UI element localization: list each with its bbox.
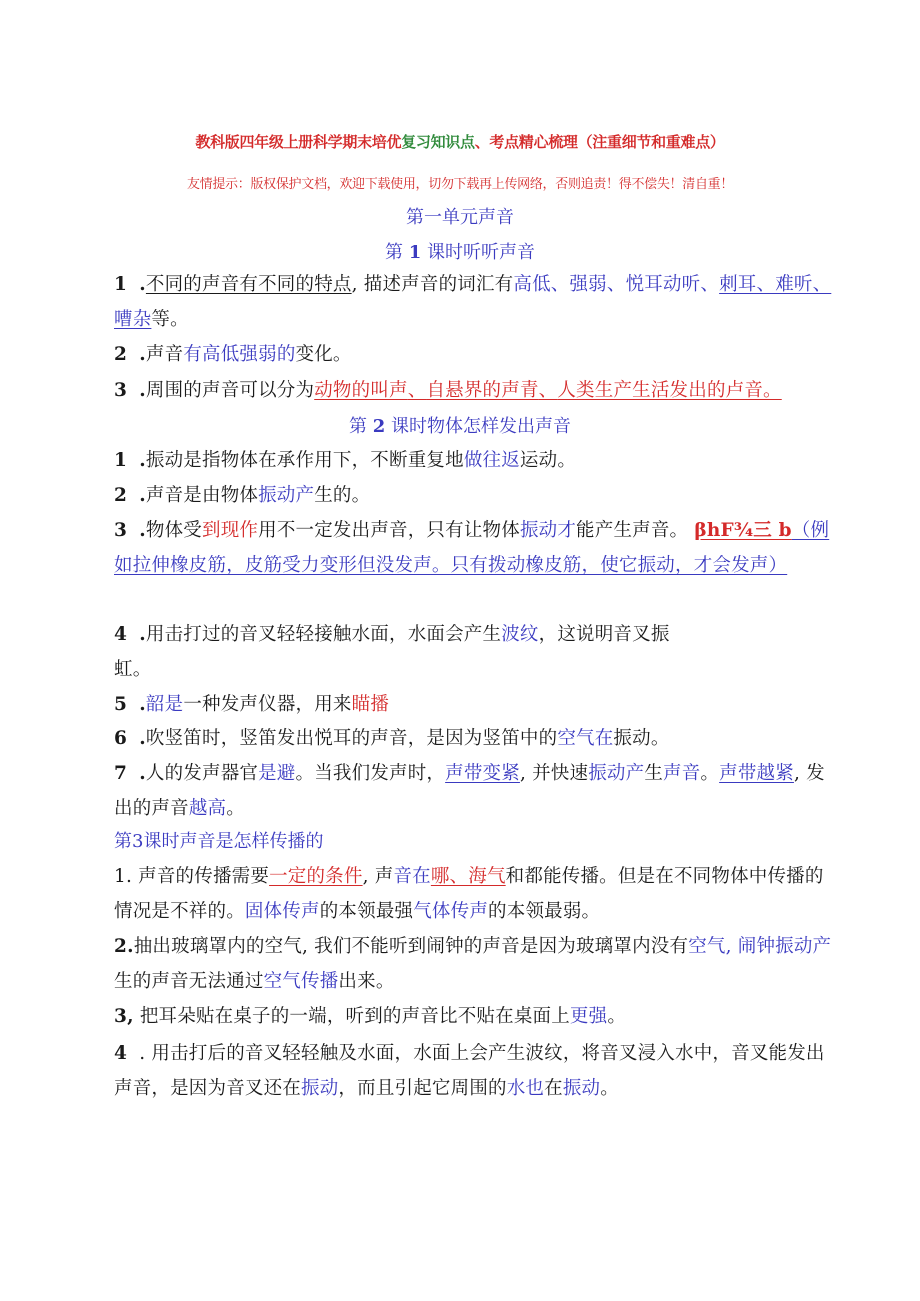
document-title <box>0 131 920 152</box>
text-run: 。 <box>700 763 720 784</box>
text-run: 空气 <box>688 936 726 957</box>
text-run: . <box>139 763 146 784</box>
text-run: 波纹 <box>501 624 539 645</box>
lesson1-item-1 <box>114 267 836 337</box>
text-run: 7 <box>114 763 128 784</box>
notice-text: 友情提示：版权保护文档，欢迎下载使用，切勿下载再上传网络，否则追责！得不偿失！清自重！ <box>186 177 734 192</box>
text-run: 吹竖笛时，竖笛发出悦耳的声音，是因为竖笛中的 <box>145 728 558 749</box>
text-run: βhF¾三 b <box>694 520 792 541</box>
text-run: 生 <box>644 763 664 784</box>
text-run: 用击打过的音叉轻轻接触水面，水面会产生 <box>145 624 502 645</box>
lesson2-item-4 <box>114 617 836 687</box>
text-run: 在 <box>544 1078 563 1099</box>
copyright-notice <box>0 173 920 192</box>
unit-title: 第一单元声音 <box>406 207 514 228</box>
lesson2-item-2 <box>114 478 836 513</box>
text-run: 1 <box>408 242 422 263</box>
text-run: 一种发声仪器，用来 <box>183 694 352 715</box>
title-part-1: 教科版四年级上册科学期末培优 <box>195 133 402 151</box>
text-run: 人类生产生活发出的卢音。 <box>557 380 782 401</box>
text-run: 气体传声 <box>413 901 489 922</box>
lesson1-item-3 <box>114 373 836 408</box>
lesson2-title <box>0 412 920 438</box>
text-run: 周围的声音可以分为 <box>145 380 315 401</box>
text-run: 瞄播 <box>351 694 390 715</box>
text-run: 1. <box>114 866 133 887</box>
text-run: 越高 <box>188 798 227 819</box>
text-run: 4 <box>114 624 128 645</box>
lesson2-item-3 <box>114 513 836 583</box>
text-run: . <box>139 344 146 365</box>
lesson3-item-4 <box>114 1036 836 1106</box>
lesson1-item-2 <box>114 337 836 372</box>
lesson3-item-2 <box>114 929 836 999</box>
text-run: 声音 <box>145 344 184 365</box>
text-run: 振动产 <box>258 485 315 506</box>
text-run: 水也 <box>506 1078 545 1099</box>
text-run: , 描述声音的词汇有 <box>351 274 514 295</box>
text-run: 声带变紧 <box>445 763 520 784</box>
text-run: . 用击打后的音叉轻轻触及水面，水面上会产生波纹，将音叉浸入水中，音叉能发出声音，是因为音叉还在 <box>114 1043 825 1099</box>
text-run: 振动 <box>562 1078 601 1099</box>
text-run: . <box>139 624 146 645</box>
text-run: 第 <box>349 416 367 437</box>
text-run: 。 <box>226 798 245 819</box>
text-run: 韶是 <box>145 694 184 715</box>
text-run: . <box>139 520 146 541</box>
lesson3-title: 第3课时声音是怎样传播的 <box>114 831 324 852</box>
title-part-2: 复习知识点 <box>401 133 475 151</box>
text-run: 的本领最强 <box>319 901 414 922</box>
text-run: 振动 <box>301 1078 339 1099</box>
text-run: 一定的条件 <box>269 866 363 887</box>
text-run: . <box>139 380 146 401</box>
text-run: 5 <box>114 694 128 715</box>
text-run: 振动产 <box>588 763 645 784</box>
text-run: 是避 <box>258 763 296 784</box>
text-run: 哪、海气 <box>430 866 506 887</box>
text-run: 生的。 <box>314 485 371 506</box>
text-run: 2 <box>114 485 128 506</box>
text-run: （例如拉伸橡皮筋，皮筋受力变形但没发声。只有拨动橡皮筋，使它振动，才会发声） <box>114 520 830 576</box>
lesson2-item-5 <box>114 687 836 722</box>
text-run: 人的发声器官 <box>145 763 259 784</box>
text-run: 出来。 <box>338 971 395 992</box>
text-run: 动物的叫声 <box>314 380 408 401</box>
text-run: , 并快速 <box>519 763 589 784</box>
text-run: . <box>139 274 146 295</box>
text-run: 第 <box>385 242 403 263</box>
text-run: 高低、强弱、悦耳动听 <box>513 274 701 295</box>
text-run: 音在 <box>393 866 431 887</box>
text-run: 声带越紧 <box>719 763 794 784</box>
text-run: 4 <box>114 1043 128 1064</box>
text-run: 运动。 <box>519 450 577 471</box>
text-run: 。 <box>607 1006 627 1027</box>
text-run: 空气在 <box>557 728 614 749</box>
text-run: , 闹钟振动产 <box>725 936 832 957</box>
text-run: 做往返 <box>463 450 520 471</box>
text-run: 不同的声音有不同的特点 <box>145 274 352 295</box>
lesson3-item-1 <box>114 859 836 929</box>
text-run: 能产生声音。 <box>576 520 689 541</box>
lesson1-title <box>0 238 920 264</box>
text-run: 到现作 <box>202 520 259 541</box>
lesson3-item-3 <box>114 999 836 1034</box>
text-run: 刺耳、难听、嘈杂 <box>114 274 832 330</box>
text-run: , 声 <box>362 866 394 887</box>
text-run: 。 <box>600 1078 619 1099</box>
text-run: ，而且引起它周围的 <box>338 1078 507 1099</box>
text-run: 3 <box>114 520 128 541</box>
text-run: 6 <box>114 728 128 749</box>
text-run: 用不一定发出声音，只有让物体 <box>258 520 520 541</box>
text-run: 更强 <box>569 1006 608 1027</box>
text-run: 有高低强弱的 <box>183 344 296 365</box>
text-run: 和都能传播。但是在不同物体中传播的情况是不祥的。 <box>114 866 824 922</box>
text-run: 声音是由物体 <box>145 485 259 506</box>
text-run: 课时听听声音 <box>427 242 535 263</box>
text-run: 2 <box>372 416 386 437</box>
lesson2-item-7 <box>114 756 836 826</box>
text-run: 抽出玻璃罩内的空气, 我们不能听到闹钟的声音是因为玻璃罩内没有 <box>133 936 689 957</box>
text-run: . <box>139 728 146 749</box>
lesson2-item-6 <box>114 721 836 756</box>
title-part-3: 、考点精心梳理 <box>474 133 578 151</box>
text-run: 、 <box>538 380 558 401</box>
text-run: . <box>139 450 146 471</box>
text-run: 把耳朵贴在桌子的一端，听到的声音比不贴在桌面上 <box>139 1006 570 1027</box>
text-run: 虹。 <box>114 659 152 680</box>
text-run: 的本领最弱。 <box>488 901 601 922</box>
text-run: 课时物体怎样发出声音 <box>391 416 571 437</box>
text-run: . <box>139 485 146 506</box>
text-run: 声音的传播需要 <box>138 866 270 887</box>
text-run: , 发出的声音 <box>114 763 825 819</box>
text-run: 2. <box>114 936 134 957</box>
text-run: 振动。 <box>613 728 670 749</box>
text-run: 生的声音无法通过 <box>114 971 264 992</box>
text-run: 振动才 <box>519 520 577 541</box>
text-run: 1 <box>114 450 128 471</box>
text-run: 振动是指物体在承作用下，不断重复地 <box>145 450 464 471</box>
text-run: ，这说明音叉振 <box>538 624 670 645</box>
text-run: 、 <box>700 274 720 295</box>
text-run: 物体受 <box>145 520 203 541</box>
title-part-4: （注重细节和重难点） <box>577 133 725 151</box>
text-run: 自悬界的声青 <box>426 380 539 401</box>
lesson2-item-1 <box>114 443 836 478</box>
text-run: 2 <box>114 344 128 365</box>
text-run: 等。 <box>151 309 189 330</box>
text-run: 3, <box>114 1006 134 1027</box>
text-run: . <box>139 694 146 715</box>
text-run: 固体传声 <box>244 901 320 922</box>
text-run: 空气传播 <box>263 971 339 992</box>
text-run: 、 <box>407 380 427 401</box>
text-run: 。当我们发声时， <box>295 763 446 784</box>
text-run: 3 <box>114 380 128 401</box>
text-run: 变化。 <box>295 344 352 365</box>
text-run: 声音 <box>663 763 701 784</box>
text-run: 1 <box>114 274 128 295</box>
